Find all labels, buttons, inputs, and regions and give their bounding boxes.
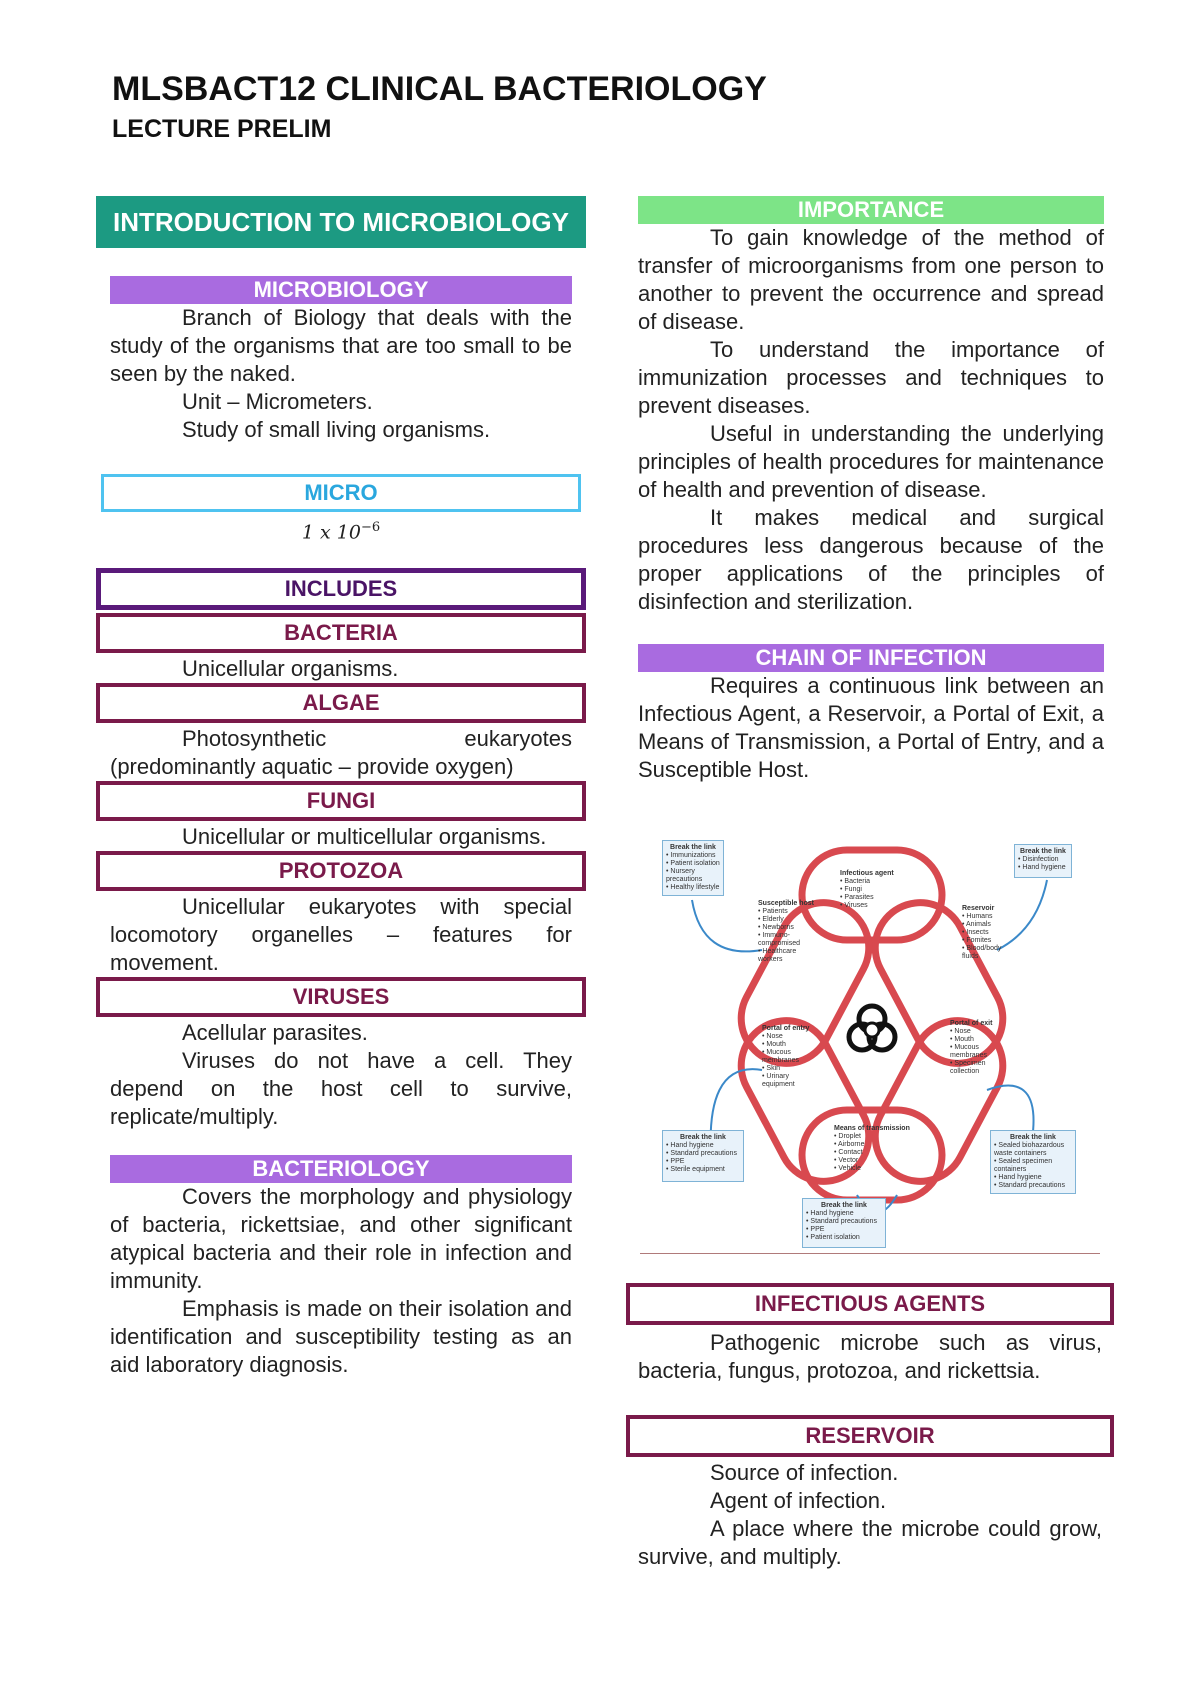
break-link-note-bottom <box>802 1198 886 1248</box>
reservoir-text-1: Source of infection. <box>710 1460 899 1485</box>
viruses-text-2: Viruses do not have a cell. They depend on the host cell to survive, replicate/multiply. <box>110 1048 572 1130</box>
note-item: • Hand hygiene <box>994 1174 1042 1181</box>
note-item: • Disinfection <box>1018 856 1059 863</box>
break-link-note-top-left <box>662 840 724 896</box>
link-item: • Nose <box>762 1033 783 1040</box>
right-column-lower <box>626 1283 1114 1571</box>
link-item: compromised <box>758 940 801 947</box>
note-item: • Immunizations <box>666 852 716 859</box>
link-item: • Vector <box>834 1157 859 1164</box>
importance-text-4: It makes medical and surgical procedures less dangerous because of the proper applications of the principles of disinfection and sterilization. <box>638 505 1104 614</box>
micro-formula-base: 1 x 10 <box>301 521 361 544</box>
chain-of-infection-text: Requires a continuous link between an Infectious Agent, a Reservoir, a Portal of Exit, a Means of Transmission, a Portal of Entry, and a Susceptible Host. <box>638 673 1104 782</box>
link-item: • Insects <box>962 929 989 936</box>
right-column <box>638 196 1104 784</box>
note-title: Break the link <box>1020 848 1066 855</box>
link-item: • Mucous <box>762 1049 791 1056</box>
micro-formula <box>96 514 586 546</box>
link-item: • Nose <box>950 1028 971 1035</box>
link-title-entry: Portal of entry <box>762 1025 810 1032</box>
link-title-reservoir: Reservoir <box>962 905 995 912</box>
note-item: • Standard precautions <box>994 1182 1065 1189</box>
note-item: • Patient isolation <box>666 860 720 867</box>
link-item: • Contact <box>834 1149 863 1156</box>
page-subtitle: LECTURE PRELIM <box>112 115 332 143</box>
break-link-note-bottom-right <box>990 1130 1076 1194</box>
link-item: • Newborns <box>758 924 794 931</box>
note-title: Break the link <box>821 1202 867 1209</box>
link-item: membranes <box>950 1052 987 1059</box>
note-title: Break the link <box>670 844 716 851</box>
link-item: • Parasites <box>840 894 874 901</box>
link-item: • Mouth <box>950 1036 974 1043</box>
link-item: • Skin <box>762 1065 781 1072</box>
break-link-note-bottom-left <box>662 1130 744 1182</box>
note-item: • PPE <box>806 1226 825 1233</box>
note-item: waste containers <box>994 1150 1047 1157</box>
link-title-exit: Portal of exit <box>950 1020 993 1027</box>
viruses-text-1: Acellular parasites. <box>182 1020 368 1046</box>
link-item: • Specimen <box>950 1060 986 1067</box>
link-label-transmission <box>834 1125 914 1173</box>
note-item: • Hand hygiene <box>1018 864 1066 871</box>
link-item: equipment <box>762 1081 795 1088</box>
importance-text-3: Useful in understanding the underlying principles of health procedures for maintenance of health and prevention of disease. <box>638 421 1104 502</box>
section-header-infectious-agents: INFECTIOUS AGENTS <box>626 1283 1114 1325</box>
link-title-transmission: Means of transmission <box>834 1125 910 1132</box>
section-header-microbiology: MICROBIOLOGY <box>110 276 572 304</box>
note-item: containers <box>994 1166 1027 1173</box>
link-item: collection <box>950 1068 980 1075</box>
page-title: MLSBACT12 CLINICAL BACTERIOLOGY <box>112 70 767 108</box>
note-item: • PPE <box>666 1158 685 1165</box>
fungi-text: Unicellular or multicellular organisms. <box>182 824 547 850</box>
link-item: fluids <box>962 953 979 960</box>
link-label-exit <box>950 1020 1010 1076</box>
biohazard-icon <box>849 1006 895 1050</box>
link-item: • Vehicle <box>834 1165 861 1172</box>
link-item: • Droplet <box>834 1133 861 1140</box>
link-item: • Animals <box>962 921 991 928</box>
chain-of-infection-diagram <box>662 840 1082 1250</box>
microbiology-study: Study of small living organisms. <box>182 417 491 442</box>
section-header-bacteriology: BACTERIOLOGY <box>110 1155 572 1183</box>
link-item: • Mucous <box>950 1044 979 1051</box>
algae-text: Photosynthetic eukaryotes (predominantly aquatic – provide oxygen) <box>110 726 572 780</box>
break-link-note-top-right <box>1014 844 1072 878</box>
section-header-includes: INCLUDES <box>96 568 586 610</box>
note-item: • Sealed specimen <box>994 1158 1053 1165</box>
section-header-viruses: VIRUSES <box>96 977 586 1017</box>
link-item: • Mouth <box>762 1041 786 1048</box>
reservoir-text-3: A place where the microbe could grow, survive, and multiply. <box>638 1516 1102 1569</box>
microbiology-unit: Unit – Micrometers. <box>182 389 373 414</box>
section-header-algae: ALGAE <box>96 683 586 723</box>
link-item: workers <box>758 956 783 963</box>
link-item: • Urinary <box>762 1073 789 1080</box>
link-item: • Bacteria <box>840 878 871 885</box>
link-item: • Patients <box>758 908 788 915</box>
note-title: Break the link <box>680 1134 726 1141</box>
note-item: • Hand hygiene <box>666 1142 714 1149</box>
section-header-chain-of-infection: CHAIN OF INFECTION <box>638 644 1104 672</box>
link-item: • Humans <box>962 913 993 920</box>
section-header-fungi: FUNGI <box>96 781 586 821</box>
note-item: • Hand hygiene <box>806 1210 854 1217</box>
link-title-agent: Infectious agent <box>840 870 894 877</box>
section-header-bacteria: BACTERIA <box>96 613 586 653</box>
bacteriology-text-2: Emphasis is made on their isolation and identification and susceptibility testing as an aid laboratory diagnosis. <box>110 1296 572 1378</box>
protozoa-text: Unicellular eukaryotes with special locomotory organelles – features for movement. <box>110 894 572 976</box>
link-label-reservoir <box>962 905 1022 961</box>
section-header-protozoa: PROTOZOA <box>96 851 586 891</box>
section-header-importance: IMPORTANCE <box>638 196 1104 224</box>
section-header-reservoir: RESERVOIR <box>626 1415 1114 1457</box>
note-item: • Standard precautions <box>806 1218 877 1225</box>
note-item: • Nursery <box>666 868 695 875</box>
link-item: • Fomites <box>962 937 992 944</box>
importance-text-1: To gain knowledge of the method of transfer of microorganisms from one person to another to prevent the occurrence and spread of disease. <box>638 225 1104 334</box>
link-label-host <box>758 900 818 964</box>
left-column <box>96 196 586 1379</box>
link-label-entry <box>762 1025 817 1089</box>
divider-line <box>640 1253 1100 1254</box>
note-item: • Healthy lifestyle <box>666 884 720 891</box>
link-item: • Fungi <box>840 886 862 893</box>
link-title-host: Susceptible host <box>758 900 815 907</box>
link-item: • Viruses <box>840 902 868 909</box>
note-item: • Patient isolation <box>806 1234 860 1241</box>
note-item: precautions <box>666 876 703 883</box>
infectious-agents-text: Pathogenic microbe such as virus, bacteria, fungus, protozoa, and rickettsia. <box>638 1330 1102 1383</box>
importance-text-2: To understand the importance of immunization processes and techniques to prevent diseases. <box>638 337 1104 418</box>
link-item: membranes <box>762 1057 799 1064</box>
link-label-agent <box>840 870 910 910</box>
link-item: • Airborne <box>834 1141 865 1148</box>
link-item: • Immuno- <box>758 932 791 939</box>
microbiology-definition: Branch of Biology that deals with the study of the organisms that are too small to be seen by the naked. <box>110 305 572 386</box>
note-item: • Standard precautions <box>666 1150 737 1157</box>
link-item: • Blood/body <box>962 945 1002 952</box>
micro-formula-exponent: −6 <box>360 520 381 535</box>
note-item: • Sealed biohazardous <box>994 1142 1065 1149</box>
link-item: • Elderly <box>758 916 784 923</box>
bacteriology-text-1: Covers the morphology and physiology of bacteria, rickettsiae, and other significant atypical bacteria and their role in infection and immunity. <box>110 1184 572 1294</box>
note-item: • Sterile equipment <box>666 1166 725 1173</box>
link-item: • Healthcare <box>758 948 797 955</box>
reservoir-text-2: Agent of infection. <box>710 1488 887 1513</box>
bacteria-text: Unicellular organisms. <box>182 656 399 682</box>
main-heading: INTRODUCTION TO MICROBIOLOGY <box>96 196 586 248</box>
note-title: Break the link <box>1010 1134 1056 1141</box>
section-header-micro: MICRO <box>101 474 581 512</box>
